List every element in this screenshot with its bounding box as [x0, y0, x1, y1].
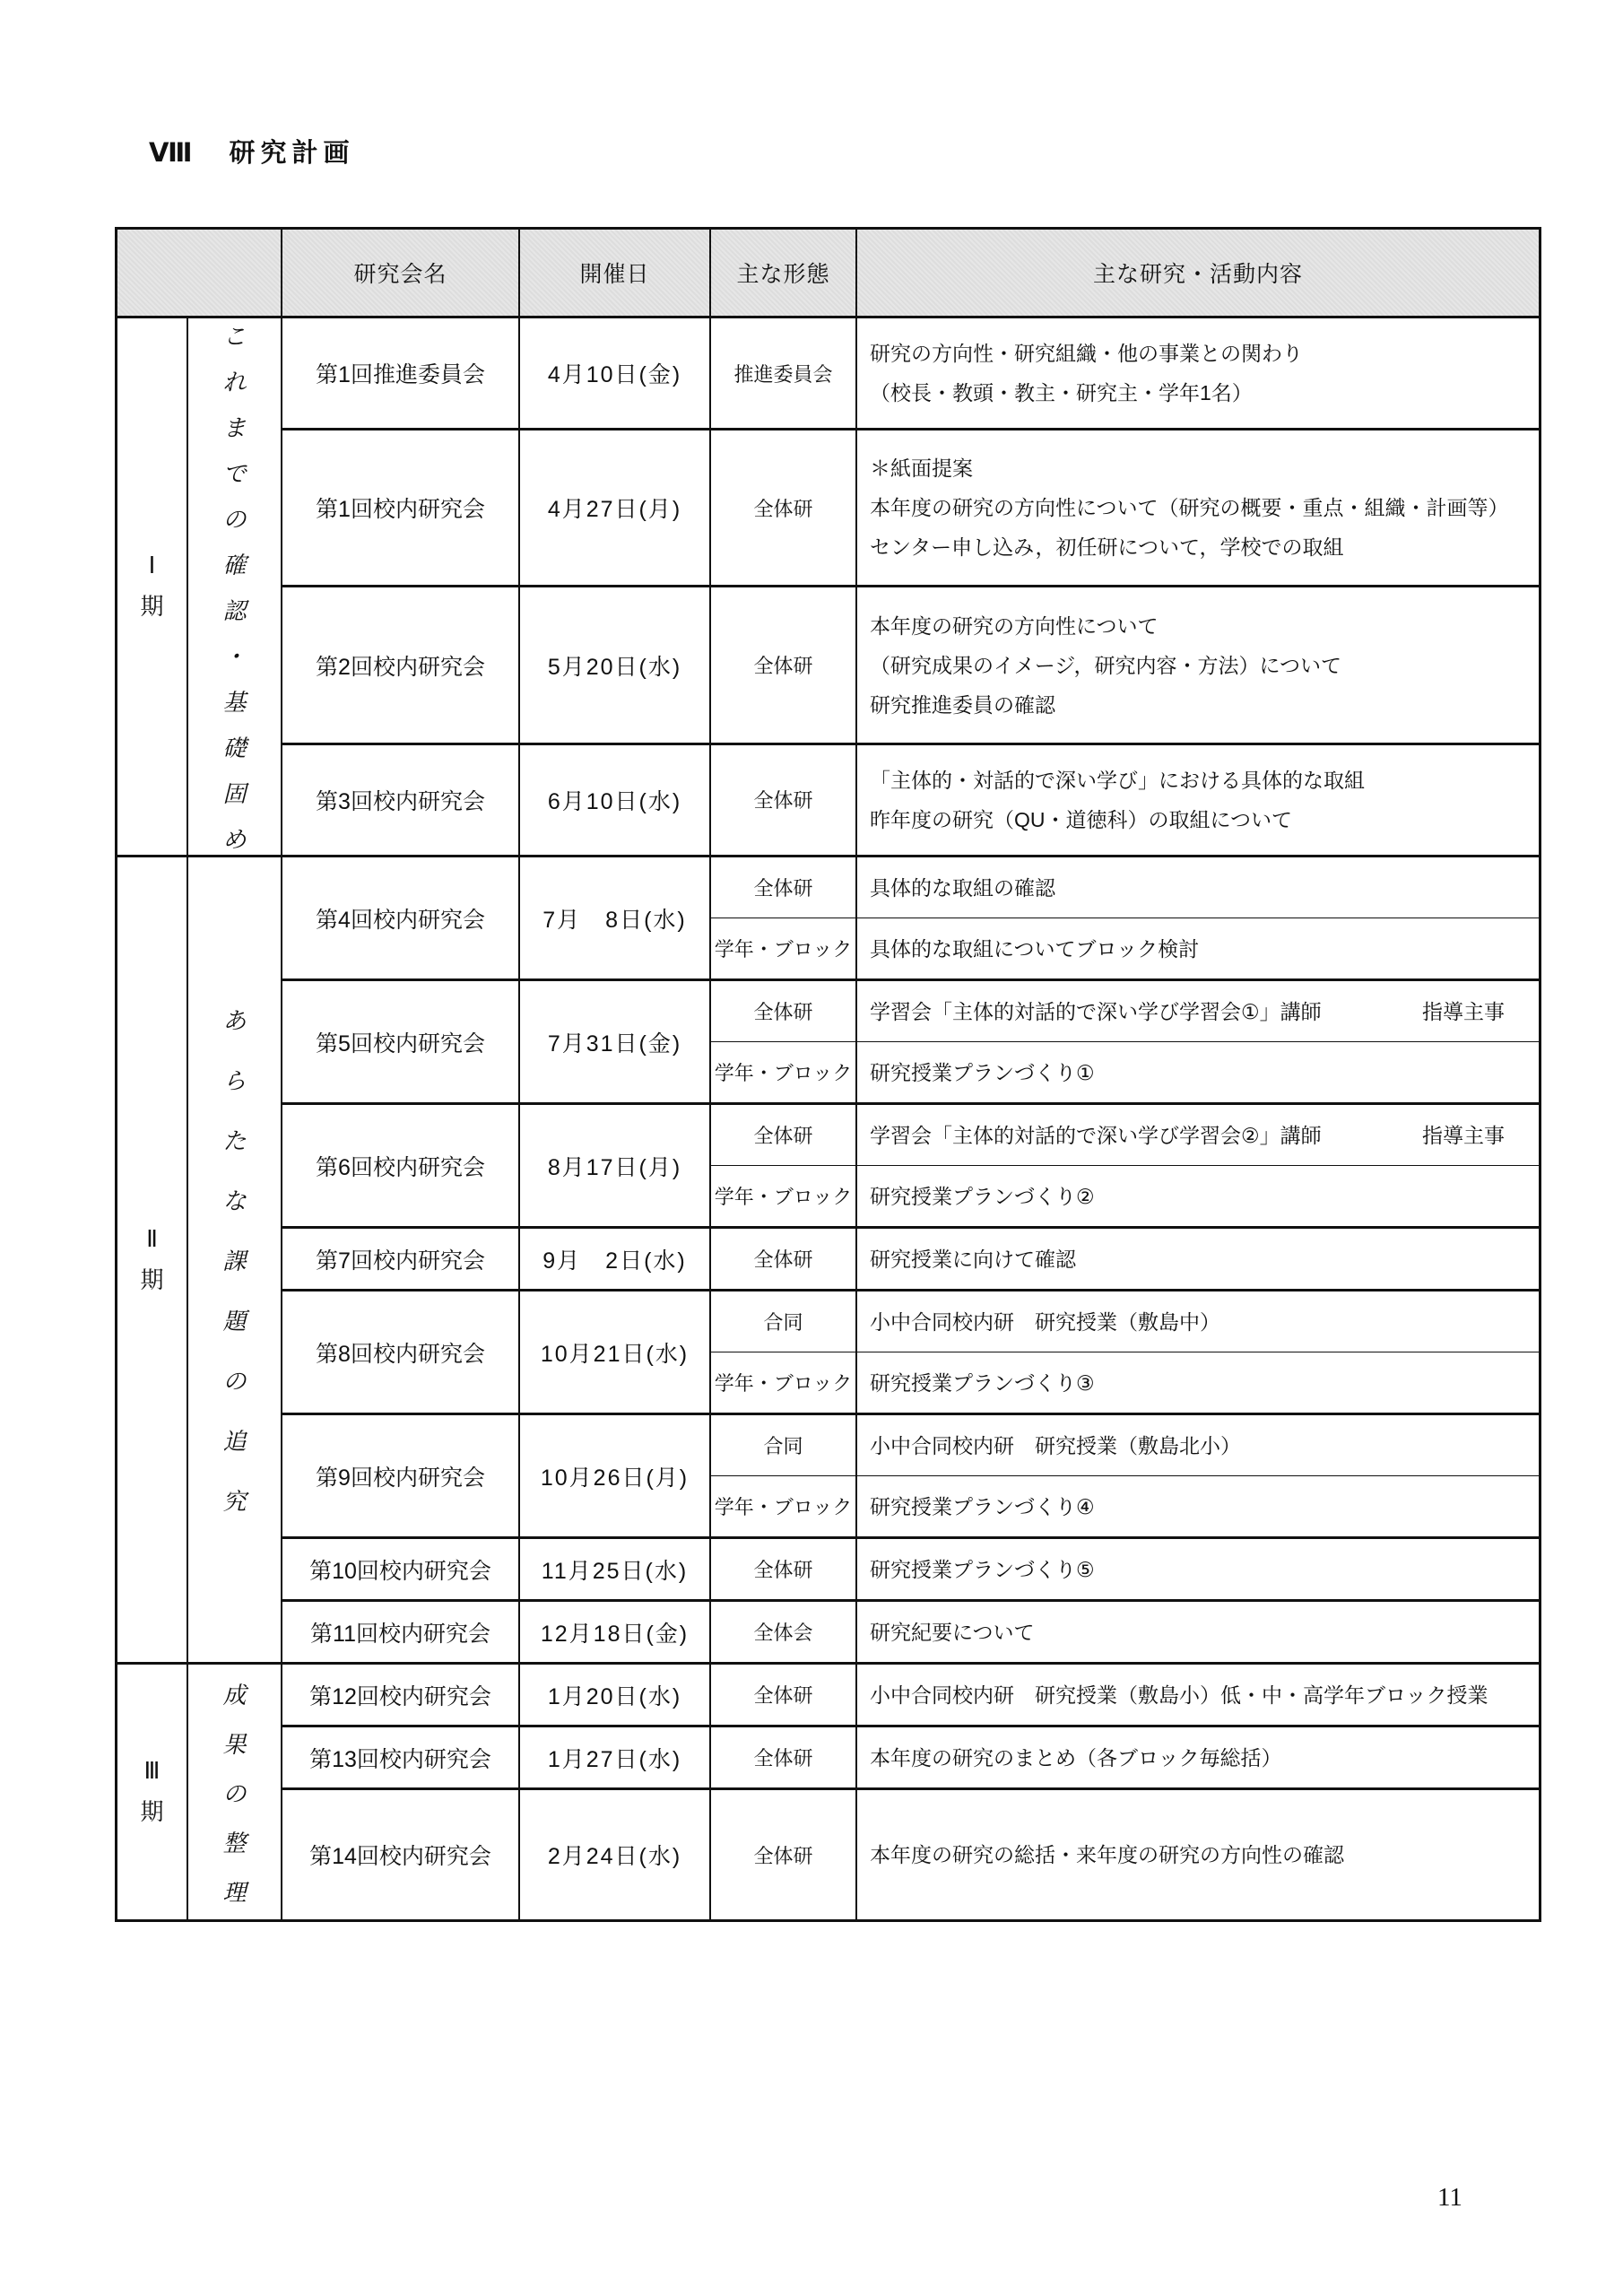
- format-cell: 全体研: [711, 1727, 857, 1790]
- content-cell: [857, 857, 1539, 918]
- format-cell: 全体研: [711, 587, 857, 744]
- format-cell: 全体研: [711, 981, 857, 1042]
- table-row: [117, 318, 1539, 430]
- meeting-date-cell: 7月 8日(水): [520, 857, 711, 981]
- page-number: 11: [1437, 2183, 1462, 2212]
- meeting-date-cell: 1月20日(水): [520, 1665, 711, 1727]
- meeting-name-cell: 第1回推進委員会: [282, 318, 520, 430]
- content-cell: [857, 430, 1539, 587]
- header-row: [117, 230, 1539, 318]
- format-cell: 全体研: [711, 430, 857, 587]
- period-theme-cell: [188, 857, 282, 1665]
- meeting-name-cell: 第5回校内研究会: [282, 981, 520, 1105]
- period-label-cell: [117, 1665, 188, 1919]
- meeting-name-cell: 第6回校内研究会: [282, 1105, 520, 1229]
- content-line: 研究紀要について: [870, 1620, 1035, 1644]
- content-cell: [857, 1105, 1539, 1166]
- format-cell: 全体研: [711, 1105, 857, 1166]
- format-cell: 学年・ブロック: [711, 1476, 857, 1539]
- format-cell: 学年・ブロック: [711, 1042, 857, 1105]
- content-line: 学習会「主体的対話的で深い学び学習会②」講師 指導主事: [870, 1123, 1505, 1147]
- content-line: 具体的な取組の確認: [870, 875, 1055, 900]
- content-line: ＊紙面提案: [870, 457, 973, 481]
- content-cell: [857, 1665, 1539, 1727]
- table-header: [117, 230, 1539, 318]
- meeting-date-cell: 2月24日(水): [520, 1790, 711, 1919]
- format-cell: 全体会: [711, 1602, 857, 1665]
- format-cell: 合同: [711, 1415, 857, 1476]
- meeting-date-cell: 10月21日(水): [520, 1292, 711, 1415]
- format-cell: 全体研: [711, 745, 857, 857]
- content-cell: [857, 1790, 1539, 1919]
- format-cell: 学年・ブロック: [711, 1352, 857, 1415]
- meeting-name-cell: 第1回校内研究会: [282, 430, 520, 587]
- meeting-date-cell: 7月31日(金): [520, 981, 711, 1105]
- format-cell: 全体研: [711, 1665, 857, 1727]
- content-cell: [857, 1727, 1539, 1790]
- format-cell: 推進委員会: [711, 318, 857, 430]
- table-row: [117, 1539, 1539, 1602]
- content-cell: [857, 981, 1539, 1042]
- content-cell: [857, 1476, 1539, 1539]
- content-line: 本年度の研究の総括・来年度の研究の方向性の確認: [870, 1843, 1344, 1866]
- meeting-name-cell: 第7回校内研究会: [282, 1229, 520, 1292]
- content-line: 小中合同校内研 研究授業（敷島小）低・中・高学年ブロック授業: [870, 1683, 1488, 1707]
- table-row: [117, 1229, 1539, 1292]
- header-date: 開催日: [520, 230, 711, 318]
- format-cell: 全体研: [711, 857, 857, 918]
- table-row: [117, 745, 1539, 857]
- content-cell: [857, 745, 1539, 857]
- period-label-cell: [117, 318, 188, 857]
- table-row: [117, 1415, 1539, 1476]
- meeting-name-cell: 第4回校内研究会: [282, 857, 520, 981]
- content-cell: [857, 1602, 1539, 1665]
- table-row: [117, 1790, 1539, 1919]
- content-cell: [857, 1042, 1539, 1105]
- header-corner-cell: [117, 230, 282, 318]
- content-line: 研究推進委員の確認: [870, 692, 1055, 717]
- meeting-name-cell: 第8回校内研究会: [282, 1292, 520, 1415]
- table-row: [117, 587, 1539, 744]
- content-cell: [857, 1352, 1539, 1415]
- format-cell: 学年・ブロック: [711, 918, 857, 981]
- period-theme-cell: [188, 318, 282, 857]
- header-format: 主な形態: [711, 230, 857, 318]
- vertical-text: こ れ ま で の 確 認 ・ 基 礎 固 め: [222, 323, 247, 853]
- format-cell: 全体研: [711, 1790, 857, 1919]
- header-content: 主な研究・活動内容: [857, 230, 1539, 318]
- content-line: 研究授業プランづくり⑤: [870, 1557, 1095, 1581]
- meeting-date-cell: 4月10日(金): [520, 318, 711, 430]
- content-line: （研究成果のイメージ，研究内容・方法）について: [870, 653, 1342, 677]
- content-line: 小中合同校内研 研究授業（敷島中）: [870, 1309, 1220, 1334]
- meeting-name-cell: 第12回校内研究会: [282, 1665, 520, 1727]
- content-cell: [857, 1166, 1539, 1229]
- content-cell: [857, 587, 1539, 744]
- content-line: 研究授業プランづくり①: [870, 1060, 1095, 1084]
- content-cell: [857, 318, 1539, 430]
- content-line: 研究授業プランづくり④: [870, 1494, 1095, 1518]
- meeting-date-cell: 1月27日(水): [520, 1727, 711, 1790]
- content-cell: [857, 1539, 1539, 1602]
- content-cell: [857, 1415, 1539, 1476]
- period-theme-cell: [188, 1665, 282, 1919]
- content-line: 研究の方向性・研究組織・他の事業との関わり: [870, 342, 1303, 366]
- table-row: [117, 1665, 1539, 1727]
- meeting-date-cell: 9月 2日(水): [520, 1229, 711, 1292]
- page-title: Ⅷ 研究計画: [149, 139, 355, 168]
- format-cell: 全体研: [711, 1539, 857, 1602]
- content-line: 「主体的・対話的で深い学び」における具体的な取組: [870, 768, 1365, 792]
- meeting-name-cell: 第14回校内研究会: [282, 1790, 520, 1919]
- content-cell: [857, 1229, 1539, 1292]
- table-row: [117, 430, 1539, 587]
- meeting-name-cell: 第3回校内研究会: [282, 745, 520, 857]
- meeting-name-cell: 第9回校内研究会: [282, 1415, 520, 1539]
- format-cell: 合同: [711, 1292, 857, 1352]
- meeting-date-cell: 11月25日(水): [520, 1539, 711, 1602]
- meeting-date-cell: 6月10日(水): [520, 745, 711, 857]
- content-line: 研究授業に向けて確認: [870, 1247, 1076, 1271]
- meeting-name-cell: 第2回校内研究会: [282, 587, 520, 744]
- content-line: 小中合同校内研 研究授業（敷島北小）: [870, 1433, 1241, 1457]
- content-line: （校長・教頭・教主・研究主・学年1名）: [870, 381, 1253, 405]
- meeting-date-cell: 5月20日(水): [520, 587, 711, 744]
- content-line: 本年度の研究のまとめ（各ブロック毎総括）: [870, 1745, 1282, 1770]
- meeting-name-cell: 第13回校内研究会: [282, 1727, 520, 1790]
- schedule-table-body: [117, 318, 1539, 1919]
- content-line: 本年度の研究の方向性について: [870, 613, 1159, 638]
- research-schedule-table: [115, 227, 1541, 1922]
- content-line: 研究授業プランづくり③: [870, 1370, 1095, 1395]
- vertical-text: Ⅱ 期: [140, 1224, 164, 1293]
- format-cell: 学年・ブロック: [711, 1166, 857, 1229]
- table-row: [117, 857, 1539, 918]
- format-cell: 全体研: [711, 1229, 857, 1292]
- vertical-text: Ⅰ 期: [140, 552, 164, 620]
- header-meeting-name: 研究会名: [282, 230, 520, 318]
- meeting-date-cell: 4月27日(月): [520, 430, 711, 587]
- vertical-text: Ⅲ 期: [140, 1757, 164, 1825]
- content-line: 学習会「主体的対話的で深い学び学習会①」講師 指導主事: [870, 999, 1505, 1023]
- content-line: 昨年度の研究（QU・道徳科）の取組について: [870, 807, 1293, 831]
- table-row: [117, 1292, 1539, 1352]
- meeting-date-cell: 10月26日(月): [520, 1415, 711, 1539]
- period-label-cell: [117, 857, 188, 1665]
- content-line: 具体的な取組についてブロック検討: [870, 936, 1200, 961]
- table-row: [117, 981, 1539, 1042]
- content-line: 本年度の研究の方向性について（研究の概要・重点・組織・計画等）: [870, 496, 1509, 520]
- meeting-name-cell: 第10回校内研究会: [282, 1539, 520, 1602]
- table-row: [117, 1105, 1539, 1166]
- vertical-text: 成 果 の 整 理: [222, 1681, 247, 1906]
- content-cell: [857, 1292, 1539, 1352]
- table-row: [117, 1727, 1539, 1790]
- meeting-name-cell: 第11回校内研究会: [282, 1602, 520, 1665]
- vertical-text: あ ら た な 課 題 の 追 究: [222, 1007, 247, 1515]
- meeting-date-cell: 8月17日(月): [520, 1105, 711, 1229]
- content-line: 研究授業プランづくり②: [870, 1184, 1095, 1208]
- content-line: センター申し込み，初任研について，学校での取組: [870, 535, 1344, 560]
- meeting-date-cell: 12月18日(金): [520, 1602, 711, 1665]
- content-cell: [857, 918, 1539, 981]
- table-row: [117, 1602, 1539, 1665]
